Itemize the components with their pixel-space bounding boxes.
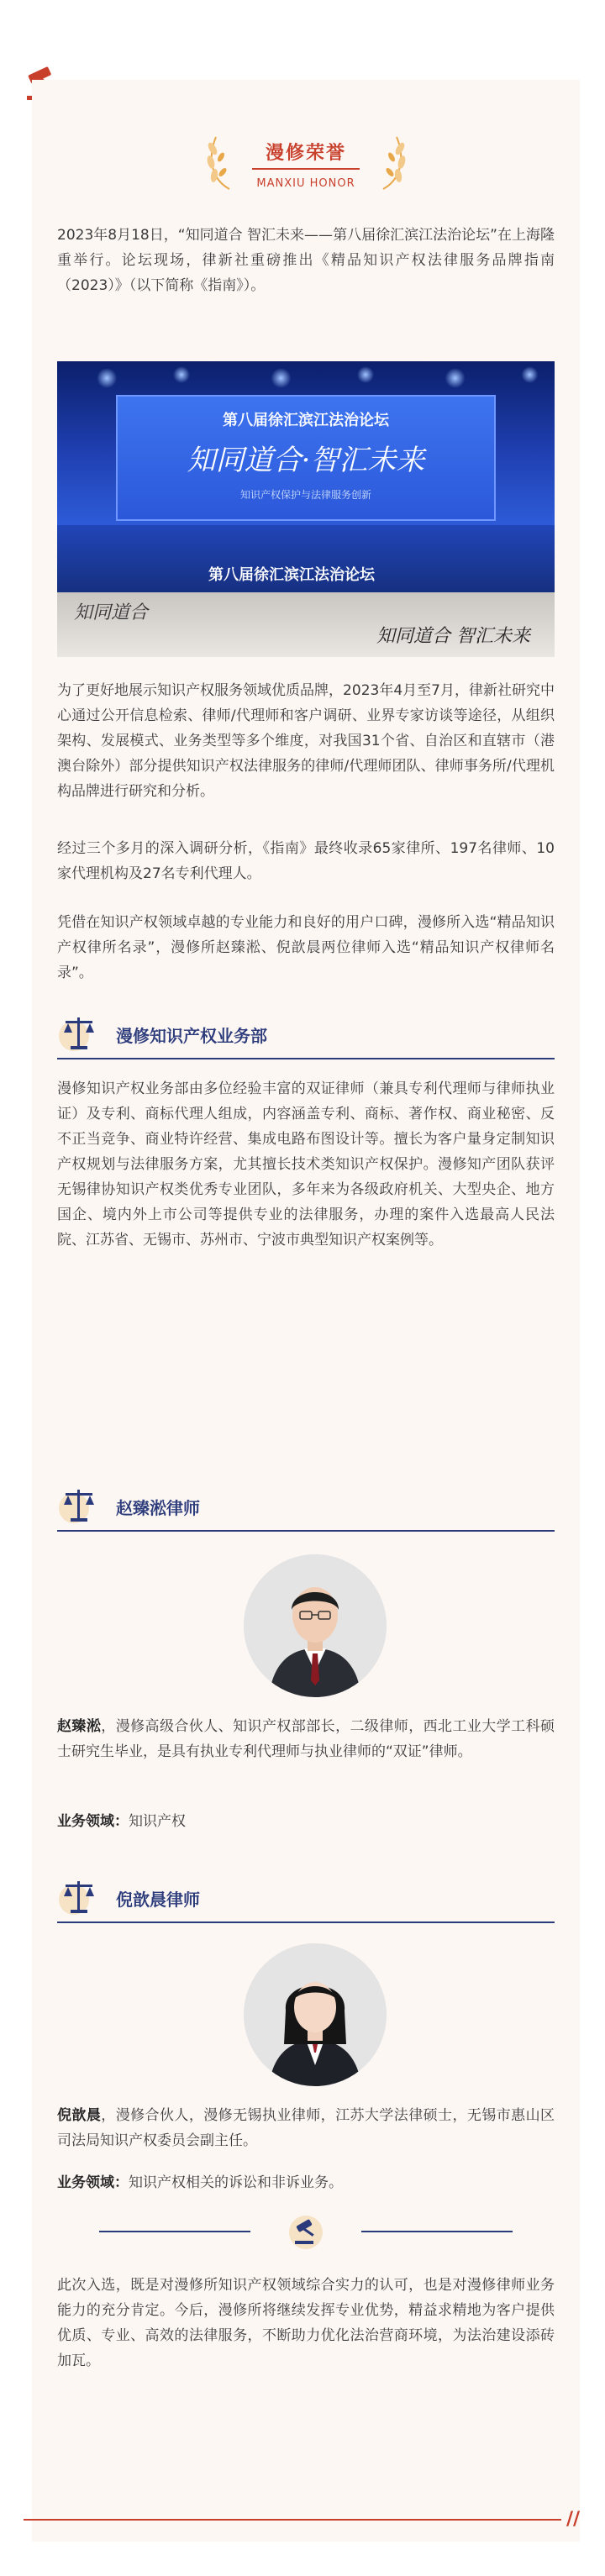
screen-subtitle: 知识产权保护与法律服务创新 [239, 489, 371, 501]
lawyer1-photo [244, 1554, 387, 1697]
lawyer2-bio [57, 2103, 555, 2153]
lawyer2-field [57, 2170, 555, 2195]
article-card [32, 80, 580, 2542]
lawyer1-field [57, 1809, 555, 1834]
laurel-icon [378, 132, 408, 191]
lawyer2-photo [244, 1943, 387, 2086]
honor-header [32, 130, 580, 206]
divider-line-left [99, 2231, 250, 2232]
slogan-left: 知同道合 [74, 602, 149, 623]
field-value: 知识产权 [129, 1813, 186, 1830]
footer-line [24, 2519, 561, 2521]
section-title: 赵臻淞律师 [116, 1498, 200, 1518]
screen-slogan: 知同道合·智汇未来 [187, 444, 425, 477]
section-underline [57, 1058, 555, 1059]
footer-slash: // [566, 2509, 581, 2530]
section-title: 倪歆晨律师 [116, 1890, 200, 1910]
lawyer1-bio-text: ，漫修高级合伙人、知识产权部部长，二级律师，西北工业大学工科硕士研究生毕业，是具有执业专利代理师与执业律师的“双证”律师。 [57, 1718, 555, 1760]
section-lawyer2-header [57, 1874, 555, 1925]
research-paragraph: 为了更好地展示知识产权服务领域优质品牌，2023年4月至7月，律新社研究中心通过公开信息检索、律师/代理师和客户调研、业界专家访谈等途径，从组织架构、发展模式、业务类型等多个维度，对我国31个省、自治区和直辖市（港澳台除外）部分提供知识产权法律服务的律师/代理师团队、律师事务所/代理机构品牌进行研究和分析。 [57, 682, 555, 800]
intro-paragraph: 2023年8月18日，“知同道合 智汇未来——第八届徐汇滨江法治论坛”在上海隆重举行。论坛现场，律新社重磅推出《精品知识产权法律服务品牌指南（2023）》（以下简称《指南》）。 [57, 227, 555, 294]
portrait-image [244, 1943, 387, 2086]
field-label: 业务领域： [57, 2174, 129, 2191]
honor-subtitle: MANXIU HONOR [256, 177, 355, 190]
dept-paragraph: 漫修知识产权业务部由多位经验丰富的双证律师（兼具专利代理师与律师执业证）及专利、商标代理人组成，内容涵盖专利、商标、著作权、商业秘密、反不正当竞争、商业特许经营、集成电路布图设计等。擅长为客户量身定制知识产权规划与法律服务方案，尤其擅长技术类知识产权保护。漫修知产团队获评无锡律协知识产权类优秀专业团队，多年来为各级政府机关、大型央企、地方国企、境内外上市公司等提供专业的法律服务，办理的案件入选最高人民法院、江苏省、无锡市、苏州市、宁波市典型知识产权案例等。 [57, 1080, 555, 1249]
portrait-image [244, 1554, 387, 1697]
section-title: 漫修知识产权业务部 [116, 1026, 267, 1046]
slogan-right: 知同道合 智汇未来 [376, 626, 530, 647]
section-underline [57, 1530, 555, 1532]
section-dept-header [57, 1011, 555, 1061]
lawyer2-bio-text: ，漫修合伙人，漫修无锡执业律师，江苏大学法律硕士，无锡市惠山区司法局知识产权委员会副主任。 [57, 2107, 555, 2149]
screen-title: 第八届徐汇滨江法治论坛 [223, 412, 389, 429]
stage-screen [116, 395, 496, 521]
section-lawyer1-header [57, 1483, 555, 1533]
lawyer1-bio [57, 1714, 555, 1764]
result-paragraph: 经过三个多月的深入调研分析，《指南》最终收录65家律所、197名律师、10家代理机构及27名专利代理人。 [57, 840, 555, 882]
event-photo [57, 361, 555, 657]
divider-line-right [361, 2231, 513, 2232]
gavel-icon [285, 2214, 327, 2251]
field-value: 知识产权相关的诉讼和非诉业务。 [129, 2174, 343, 2191]
lawyer2-name: 倪歆晨 [57, 2107, 102, 2124]
selection-paragraph: 凭借在知识产权领域卓越的专业能力和良好的用户口碑，漫修所入选“精品知识产权律所名录”，漫修所赵臻淞、倪歆晨两位律师入选“精品知识产权律师名录”。 [57, 914, 555, 981]
section-divider [99, 2214, 513, 2256]
closing-paragraph: 此次入选，既是对漫修所知识产权领域综合实力的认可，也是对漫修律师业务能力的充分肯定。今后，漫修所将继续发挥专业优势，精益求精地为客户提供优质、专业、高效的法律服务，不断助力优化法治营商环境，为法治建设添砖加瓦。 [57, 2277, 555, 2369]
stage-lights [57, 361, 555, 395]
honor-underline [252, 168, 360, 170]
section-underline [57, 1921, 555, 1923]
backdrop-title: 第八届徐汇滨江法治论坛 [208, 566, 375, 584]
scales-icon [57, 1874, 101, 1918]
lawyer1-name: 赵臻淞 [57, 1718, 102, 1735]
honor-title: 漫修荣誉 [265, 143, 346, 164]
field-label: 业务领域： [57, 1813, 129, 1830]
scales-icon [57, 1011, 101, 1054]
scales-icon [57, 1483, 101, 1527]
